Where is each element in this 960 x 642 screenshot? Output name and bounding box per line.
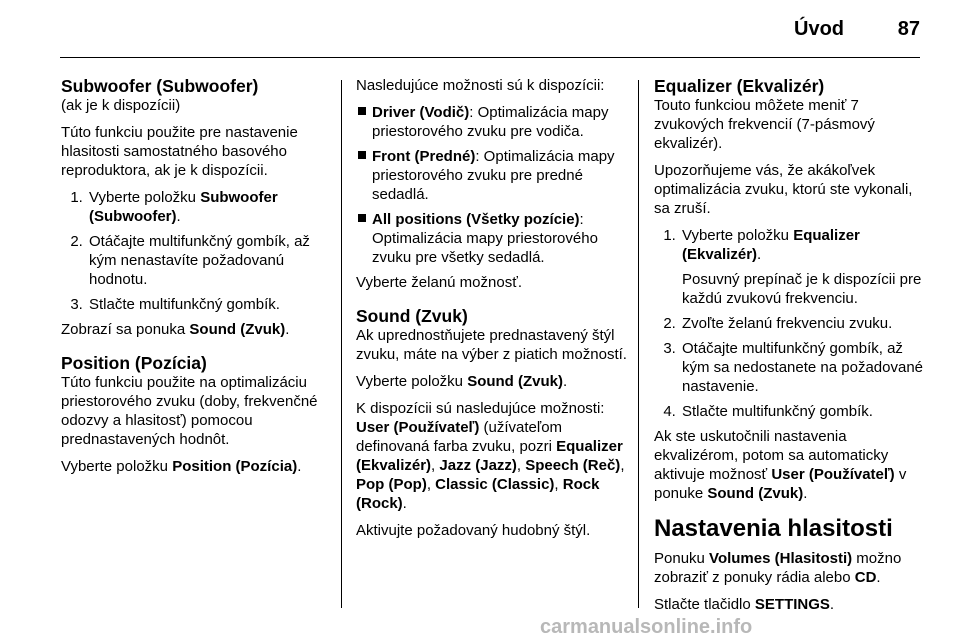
column-1: [61, 76, 329, 484]
subwoofer-step-2: 2. Otáčajte multifunkčný gombík, až kým nenastavíte požadovanú hodnotu.: [87, 232, 329, 289]
style-jazz: Jazz (Jazz): [439, 457, 517, 474]
square-bullet-icon: [358, 214, 366, 222]
styles-intro: K dispozícii sú nasledujúce možnosti:: [356, 400, 605, 417]
menu-volumes: Volumes (Hlasitosti): [709, 550, 853, 567]
position-description: Túto funkciu použite na optimalizáciu priestorového zvuku (doby, frekvenčné odozvy a hlasitosť) pomocou prednastavených hodnôt.: [61, 374, 318, 448]
equalizer-done-note: Ak ste uskutočnili nastavenia ekvalizérom, potom sa automaticky aktivuje možnosť User (Používateľ) v ponuke Sound (Zvuk).: [654, 428, 907, 502]
step-subtext: Posuvný prepínač je k dispozícii pre každú zvukovú frekvenciu.: [682, 271, 922, 307]
position-select: Vyberte položku Position (Pozícia).: [61, 458, 302, 475]
note-text: Ponuku: [654, 550, 710, 567]
select-text: Vyberte položku: [356, 373, 468, 390]
menu-item-name: Equalizer (Ekvalizér): [682, 227, 860, 263]
select-text: Vyberte položku: [61, 458, 173, 475]
menu-item-name: Sound (Zvuk): [467, 373, 564, 390]
note-text: Zobrazí sa ponuka: [61, 321, 190, 338]
settings-button-name: SETTINGS: [754, 596, 830, 613]
square-bullet-icon: [358, 107, 366, 115]
option-all-positions: [372, 210, 628, 267]
style-user: User (Používateľ): [356, 419, 480, 436]
menu-item-name: Position (Pozícia): [172, 458, 298, 475]
subwoofer-availability: (ak je k dispozícii): [61, 97, 181, 114]
column-divider-1: [341, 80, 342, 608]
volumes-note: Ponuku Volumes (Hlasitosti) možno zobraziť z ponuky rádia alebo CD.: [654, 550, 902, 586]
column-divider-2: [638, 80, 639, 608]
sound-menu-note: Zobrazí sa ponuka Sound (Zvuk).: [61, 321, 290, 338]
step-text: Vyberte položku: [682, 227, 794, 244]
menu-cd: CD: [854, 569, 877, 586]
volume-heading: Nastavenia hlasitosti: [654, 515, 893, 542]
sound-heading: Sound (Zvuk): [356, 306, 468, 326]
sound-description: Ak uprednostňujete prednastavený štýl zvuku, máte na výber z piatich možností.: [356, 327, 627, 363]
position-options: [356, 103, 628, 267]
page-header: [0, 0, 960, 60]
options-intro: Nasledujúce možnosti sú k dispozícii:: [356, 77, 605, 94]
equalizer-step-1: 1. Vyberte položku Equalizer (Ekvalizér). Posuvný prepínač je k dispozícii pre každú zvukovú frekvenciu.: [680, 226, 926, 308]
choose-option: Vyberte želanú možnosť.: [356, 274, 522, 291]
subwoofer-heading: Subwoofer (Subwoofer): [61, 76, 259, 96]
option-text: : Optimalizácia mapy priestorového zvuku pre vodiča.: [372, 104, 609, 140]
subwoofer-description: Túto funkciu použite pre nastavenie hlasitosti samostatného basového reproduktora, ak je k dispozícii.: [61, 124, 298, 179]
note-text: Ak ste uskutočnili nastavenia ekvalizérom, potom sa automaticky aktivuje možnosť: [654, 428, 889, 483]
position-heading: Position (Pozícia): [61, 353, 207, 373]
section-title: Úvod: [794, 18, 844, 40]
subwoofer-steps: [61, 188, 329, 314]
style-speech: Speech (Reč): [525, 457, 621, 474]
equalizer-step-4: 4. Stlačte multifunkčný gombík.: [680, 402, 926, 421]
step-text: Vyberte položku: [89, 189, 201, 206]
column-2: [356, 76, 628, 548]
press-settings: Stlačte tlačidlo SETTINGS.: [654, 596, 835, 613]
note-text: Stlačte tlačidlo: [654, 596, 755, 613]
style-pop: Pop (Pop): [356, 476, 427, 493]
style-rock: Rock (Rock): [356, 476, 600, 512]
note-text: v ponuke: [654, 466, 907, 502]
style-classic: Classic (Classic): [435, 476, 555, 493]
option-text: : Optimalizácia mapy priestorového zvuku pre predné sedadlá.: [372, 148, 615, 203]
sound-styles: K dispozícii sú nasledujúce možnosti: User (Používateľ) (užívateľom definovaná farba zvuku, pozri Equalizer (Ekvalizér), Jazz (Jazz), Speech (Reč), Pop (Pop), Classic (Classic), Rock (Rock).: [356, 400, 625, 512]
option-front: [372, 147, 628, 204]
option-user: User (Používateľ): [771, 466, 895, 483]
menu-item-name: Subwoofer (Subwoofer): [89, 189, 278, 225]
page-number: 87: [897, 18, 920, 40]
equalizer-steps: [654, 226, 926, 421]
equalizer-step-2: 2. Zvoľte želanú frekvenciu zvuku.: [680, 314, 926, 333]
column-3: [654, 76, 926, 622]
option-text: : Optimalizácia mapy priestorového zvuku pre všetky sedadlá.: [372, 211, 598, 266]
subwoofer-step-1: 1. Vyberte položku Subwoofer (Subwoofer).: [87, 188, 329, 226]
option-driver: [372, 103, 628, 141]
watermark: carmanualsonline.info: [540, 616, 753, 638]
equalizer-step-3: 3. Otáčajte multifunkčný gombík, až kým sa nedostanete na požadované nastavenie.: [680, 339, 926, 396]
style-user-text: (užívateľom definovaná farba zvuku, pozri: [356, 419, 563, 455]
option-name: All positions (Všetky pozície): [372, 211, 580, 228]
square-bullet-icon: [358, 151, 366, 159]
style-equalizer-ref: Equalizer (Ekvalizér): [356, 438, 623, 474]
menu-name: Sound (Zvuk): [189, 321, 286, 338]
activate-style: Aktivujte požadovaný hudobný štýl.: [356, 522, 591, 539]
option-name: Front (Predné): [372, 148, 476, 165]
option-name: Driver (Vodič): [372, 104, 470, 121]
equalizer-description: Touto funkciou môžete meniť 7 zvukových frekvencií (7-pásmový ekvalizér).: [654, 97, 875, 152]
header-rule: [60, 57, 920, 58]
subwoofer-step-3: 3. Stlačte multifunkčný gombík.: [87, 295, 329, 314]
sound-select: Vyberte položku Sound (Zvuk).: [356, 373, 568, 390]
equalizer-note: Upozorňujeme vás, že akákoľvek optimalizácia zvuku, ktorú ste vykonali, sa zruší.: [654, 162, 913, 217]
note-text: možno zobraziť z ponuky rádia alebo: [654, 550, 902, 586]
equalizer-heading: Equalizer (Ekvalizér): [654, 76, 825, 96]
menu-name: Sound (Zvuk): [707, 485, 804, 502]
